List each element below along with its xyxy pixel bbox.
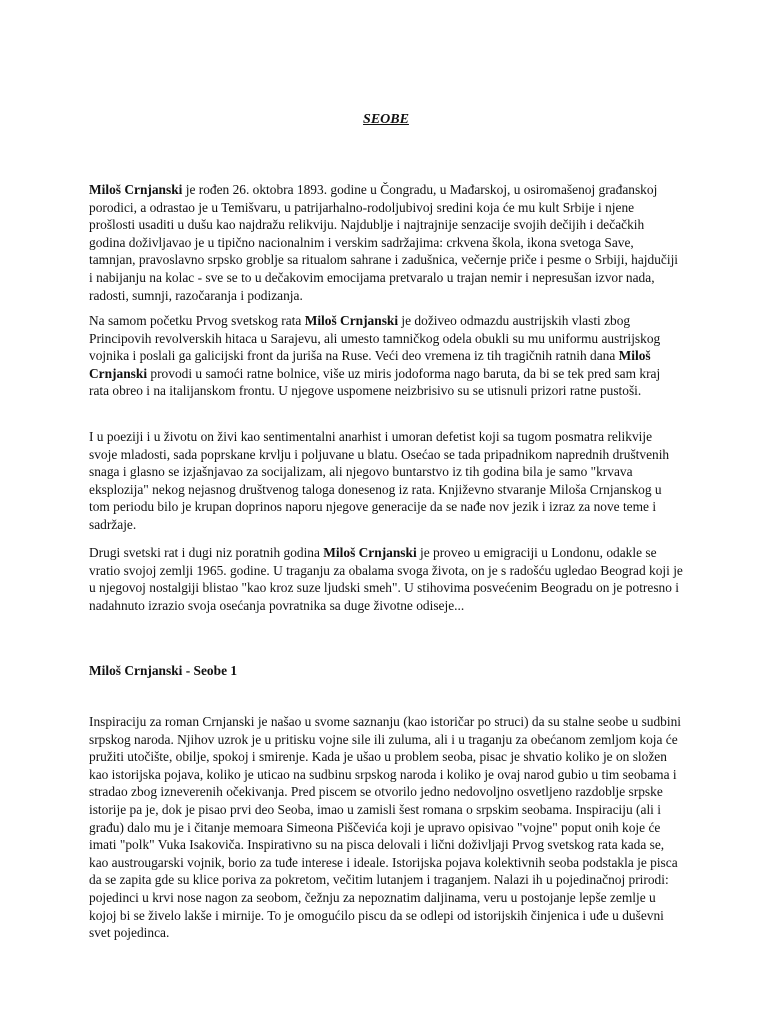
paragraph-3: [89, 428, 683, 534]
paragraph-4-lead: Drugi svetski rat i dugi niz poratnih godina: [89, 545, 324, 560]
paragraph-2: [89, 312, 683, 400]
paragraph-2-lead: Na samom početku Prvog svetskog rata: [89, 313, 305, 328]
document-page: [89, 0, 683, 1024]
author-name-bold: Miloš Crnjanski: [89, 348, 651, 381]
section-paragraph: Inspiraciju za roman Crnjanski je našao u svome saznanju (kao istoričar po struci) da su stalne seobe u sudbini srpskog naroda. Njihov uzrok je u pritisku vojne sile ili zuluma, ali i u traganju za obećanom zemljom koja će pružiti utočište, obilje, spokoj i smirenje. Kada je ušao u problem seoba, pisac je shvatio koliko je on složen kao istorijska pojava, koliko je uticao na sudbinu srpskog naroda i koliko je ovaj narod gubio u tim seobama i stradao zbog izneverenih očekivanja. Pred piscem se otvorilo jedno nedovoljno osvetljeno razdoblje srpske istorije pa je, dok je pisao prvi deo Seoba, imao u zamisli šest romana o srpskim seobama. Inspiraciju (ali i građu) dalo mu je i čitanje memoara Simeona Piščevića koji je upravo opisivao "vojne" poput onih koje će imati "polk" Vuka Isakoviča. Inspirativno su na pisca delovali i lični doživljaji Prvog svetskog rata kada se, kao austrougarski vojnik, borio za tuđe interese i ideale. Istorijska pojava kolektivnih seoba podstakla je pisca da se zapita gde su klice poriva za pokretom, večitim lutanjem i traganjem. Nalazi ih u pojedinačnoj prirodi: pojedinci u krvi nose nagon za seobom, čežnju za nepoznatim daljinama, veru u postojanje lepše zemlje u kojoj bi se živelo lakše i mirnije. To je omogućilo piscu da se odlepi od istorijskih činjenica i uđe u duševni svet pojedinca.: [89, 714, 682, 941]
paragraph-2-text: provodi u samoći ratne bolnice, više uz miris jodoforma nago baruta, da bi se tek pred sam kraj rata obreo i na italijanskom frontu. U njegove uspomene neizbrisivo su se utisnuli prizori ratne pustoši.: [89, 365, 661, 399]
paragraph-1-text: je rođen 26. oktobra 1893. godine u Čongradu, u Mađarskoj, u osiromašenoj građanskoj porodici, a odrastao je u Temišvaru, u patrijarhalno-rodoljubivoj sredini koja će mu kult Srbije i njene prošlosti usaditi u dušu kao najdražu relikviju. Najdublje i najtrajnije senzacije svojih dečijih i dečačkih godina doživljavao je u tipično nacionalnim i verskim sadržajima: crkvena škola, ikona svetoga Save, tamnjan, pravoslavno srpsko groblje sa ritualom sahrane i zadušnica, večernje priče i pesme o Srbiji, hajdučiji i nabijanju na kolac - sve se to u dečakovim emocijama pretvaralo u trajan nemir i nepresušan izvor nada, radosti, sumnji, razočaranja i podizanja.: [89, 182, 679, 303]
paragraph-2-middle: je doživeo odmazdu austrijskih vlasti zbog Principovih revolverskih hitaca u Sarajevu, ali umesto tamničkog odela obukli su mu uniformu austrijskog vojnika i poslali ga galicijski front da juriša na Ruse. Veći deo vremena iz tih tragičnih ratnih dana: [89, 313, 661, 364]
author-name-bold: Miloš Crnjanski: [323, 545, 417, 560]
document-title: SEOBE: [363, 112, 409, 127]
paragraph-1: [89, 181, 683, 304]
author-name-bold: Miloš Crnjanski: [304, 313, 399, 328]
paragraph-4: [89, 544, 683, 614]
paragraph-4-text: je proveo u emigraciji u Londonu, odakle se vratio svojoj zemlji 1965. godine. U traganju za obalama svoga života, on je s radošću ugledao Beograd koji je u njegovoj nostalgiji blistao "kao kroz suze ljudski smeh". U stihovima posvećenim Beogradu on je potresno i nadahnuto izrazio svoja osećanja povratnika sa duge životne odiseje...: [89, 545, 683, 613]
section-heading: Miloš Crnjanski - Seobe 1: [89, 663, 238, 678]
author-name-bold: Miloš Crnjanski: [89, 182, 183, 197]
paragraph-3-text: I u poeziji i u životu on živi kao sentimentalni anarhist i umoran defetist koji sa tugom posmatra relikvije svoje mladosti, sada poprskane krvlju i poljuvane u blatu. Osećao se tada pripadnikom naprednih društvenih snaga i glasno se izjašnjavao za socijalizam, ali njegovo buntarstvo iz tih godina bila je samo "krvava eksplozija" nekog nejasnog društvenog taloga donesenog iz rata. Književno stvaranje Miloša Crnjanskog u tom periodu bilo je krupan doprinos naporu njegove generacije da se nađe nov jezik i izraz za nove teme i sadržaje.: [89, 429, 670, 532]
